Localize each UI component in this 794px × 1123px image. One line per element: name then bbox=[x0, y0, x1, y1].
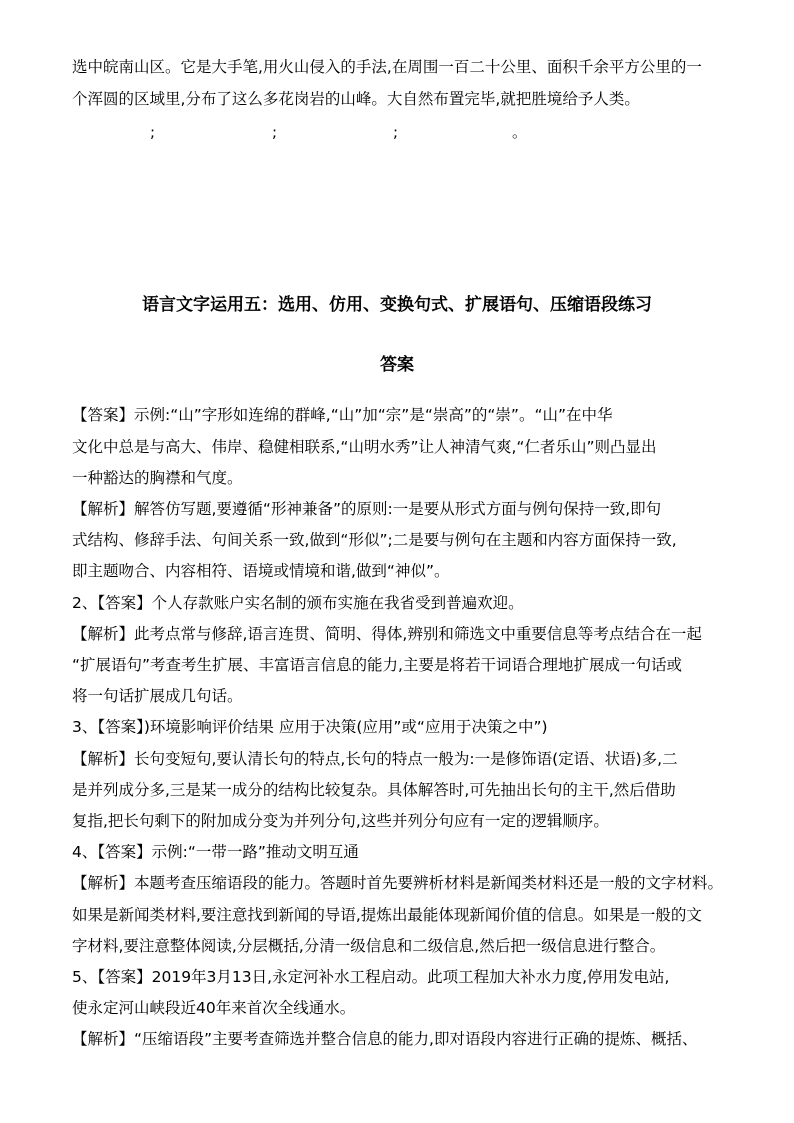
answer-line-8: 【解析】此考点常与修辞,语言连贯、简明、得体,辨别和筛选文中重要信息等考点结合在一起 bbox=[72, 625, 702, 643]
answer-line-17: 如果是新闻类材料,要注意找到新闻的导语,提炼出最能体现新闻价值的信息。如果是一般的文 bbox=[72, 906, 702, 924]
answer-line-10: 将一句话扩展成几句话。 bbox=[72, 687, 243, 705]
section-subtitle: 答案 bbox=[380, 355, 414, 375]
answer-line-11: 3、【答案】)环境影响评价结果 应用于决策(应用”或“应用于决策之中”) bbox=[72, 718, 548, 736]
answer-line-21: 【解析】“压缩语段”主要考查筛选并整合信息的能力,即对语段内容进行正确的提炼、概括、 bbox=[72, 1030, 698, 1048]
answer-line-7: 2、【答案】个人存款账户实名制的颁布实施在我省受到普遍欢迎。 bbox=[72, 594, 524, 612]
blank-end-period: 。 bbox=[512, 123, 528, 141]
blank-separator-2: ; bbox=[272, 123, 278, 141]
intro-line-2: 个浑圆的区域里,分布了这么多花岗岩的山峰。大自然布置完毕,就把胜境给予人类。 bbox=[72, 90, 640, 108]
section-title: 语言文字运用五：选用、仿用、变换句式、扩展语句、压缩语段练习 bbox=[142, 295, 652, 315]
answer-line-2: 文化中总是与高大、伟岸、稳健相联系,“山明水秀”让人神清气爽,“仁者乐山”则凸显出 bbox=[72, 438, 657, 456]
answer-line-19: 5、【答案】2019年3月13日,永定河补水工程启动。此项工程加大补水力度,停用发电站, bbox=[72, 968, 670, 986]
answer-line-14: 复指,把长句剩下的附加成分变为并列分句,这些并列分句应有一定的逻辑顺序。 bbox=[72, 812, 609, 830]
fill-in-blanks-row bbox=[0, 122, 794, 146]
answer-line-1: 【答案】示例:“山”字形如连绵的群峰,“山”加“宗”是“崇高”的“崇”。“山”在中华 bbox=[72, 406, 613, 424]
answer-line-5: 式结构、修辞手法、句间关系一致,做到“形似”;二是要与例句在主题和内容方面保持一致, bbox=[72, 531, 677, 549]
blank-separator-3: ; bbox=[393, 123, 399, 141]
blank-separator-1: ; bbox=[150, 123, 156, 141]
intro-line-1: 选中皖南山区。它是大手笔,用火山侵入的手法,在周围一百二十公里、面积千余平方公里的一 bbox=[72, 58, 702, 76]
answer-line-18: 字材料,要注意整体阅读,分层概括,分清一级信息和二级信息,然后把一级信息进行整合。 bbox=[72, 937, 666, 955]
answer-line-20: 使永定河山峡段近40年来首次全线通水。 bbox=[72, 999, 356, 1017]
answer-line-12: 【解析】长句变短句,要认清长句的特点,长句的特点一般为:一是修饰语(定语、状语)多,二 bbox=[72, 750, 678, 768]
answer-line-9: “扩展语句”考查考生扩展、丰富语言信息的能力,主要是将若干词语合理地扩展成一句话或 bbox=[72, 656, 682, 674]
answer-line-13: 是并列成分多,三是某一成分的结构比较复杂。具体解答时,可先抽出长句的主干,然后借助 bbox=[72, 781, 676, 799]
answer-line-15: 4、【答案】示例:“一带一路”推动文明互通 bbox=[72, 843, 359, 861]
answer-line-6: 即主题吻合、内容相符、语境或情境和谐,做到“神似”。 bbox=[72, 562, 450, 580]
answer-line-16: 【解析】本题考查压缩语段的能力。答题时首先要辨析材料是新闻类材料还是一般的文字材料。 bbox=[72, 874, 724, 892]
answer-line-4: 【解析】解答仿写题,要遵循“形神兼备”的原则:一是要从形式方面与例句保持一致,即句 bbox=[72, 500, 662, 518]
answer-line-3: 一种豁达的胸襟和气度。 bbox=[72, 469, 243, 487]
